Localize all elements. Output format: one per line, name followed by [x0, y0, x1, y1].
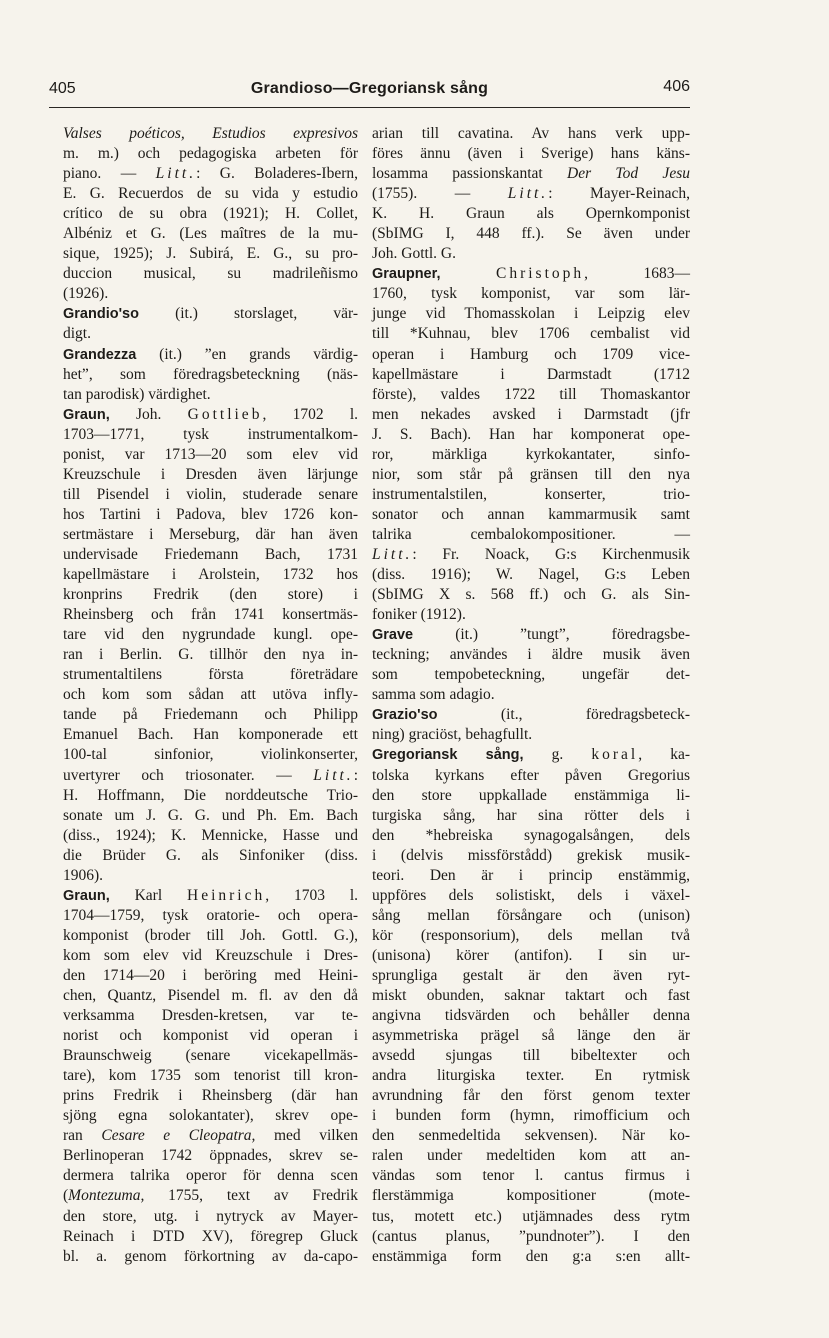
text-run: : [353, 766, 358, 784]
text-run: sonator och annan kammarmusik samt [372, 505, 690, 523]
text-run: tande på Friedemann och Philipp [63, 706, 358, 724]
text-run: (cantus planus, ”pundnoter”). I den [372, 1227, 690, 1245]
text-line [63, 725, 358, 745]
text-line [63, 525, 358, 545]
text-run: Emanuel Bach. Han komponerade ett [63, 726, 358, 744]
text-line [63, 685, 358, 705]
text-line [372, 385, 690, 405]
text-run: talrika cembalokompositioner. — [372, 525, 690, 543]
text-line [372, 485, 690, 505]
text-run [441, 265, 496, 282]
text-line [63, 986, 358, 1006]
text-line [372, 745, 690, 765]
text-line [63, 826, 358, 846]
text-run: , 1703 l. [265, 886, 359, 904]
text-run: Valses poéticos, Estudios expresivos [63, 125, 358, 142]
text-line [63, 906, 358, 926]
page-number-right: 406 [663, 78, 690, 95]
text-line [372, 1106, 690, 1126]
text-line [63, 345, 358, 365]
text-line [372, 1006, 690, 1026]
text-run: tare), kom 1735 som tenorist till kron- [63, 1067, 358, 1085]
text-run: sique, 1925); J. Subirá, E. G., su pro- [63, 245, 358, 263]
text-line [63, 886, 358, 906]
text-run: Joh. Gottl. G. [372, 245, 456, 263]
text-run: piano. — [63, 165, 156, 183]
text-run: till Pisendel i violin, studerade senare [63, 485, 358, 503]
text-run: avrundning får den först genom texter [372, 1087, 690, 1105]
text-run: och kom som sådan att utöva infly- [63, 686, 358, 704]
text-run: tare vid den nygrundade kungl. ope- [63, 626, 358, 644]
text-line [63, 1126, 358, 1146]
text-run: ( [63, 1187, 69, 1205]
text-run: kom som elev vid Kreuzschule i Dres- [63, 946, 358, 964]
entry-headword: Grandezza [63, 346, 137, 363]
text-run: , 1683— [584, 265, 690, 283]
text-line [372, 425, 690, 445]
text-run: koral [591, 746, 639, 764]
text-run: Litt. [507, 185, 549, 203]
text-line [372, 204, 690, 224]
text-run: chen, Quantz, Pisendel m. fl. av den då [63, 987, 358, 1005]
text-run: teckning; användes i äldre musik även [372, 646, 690, 664]
text-line [372, 124, 690, 144]
text-line [63, 465, 358, 485]
text-line [63, 445, 358, 465]
text-run: den 1714—20 i beröring med Heini- [63, 966, 358, 984]
text-run: kapellmästare i Arolstein, 1732 hos [63, 566, 358, 584]
text-line [372, 1086, 690, 1106]
text-line [63, 585, 358, 605]
text-run: tan parodisk) värdighet. [63, 385, 211, 403]
text-run: junge vid Thomasskolan i Leipzig elev [372, 305, 690, 323]
text-line [63, 705, 358, 725]
text-line [372, 1126, 690, 1146]
text-line [372, 866, 690, 886]
text-line [372, 1207, 690, 1227]
text-run: m. m.) och pedagogiska arbeten för [63, 145, 358, 163]
text-run: duccion musical, su madrileñismo [63, 265, 358, 283]
text-run: tus, motett etc.) utjämnades dess rytm [372, 1207, 690, 1225]
running-title: Grandioso—Gregoriansk sång [250, 80, 489, 97]
text-line [372, 405, 690, 425]
text-run: tolska kyrkans efter påven Gregorius [372, 766, 690, 784]
text-line [372, 725, 690, 745]
text-line [372, 645, 690, 665]
text-run: die Brüder G. als Sinfoniker (diss. [63, 846, 358, 864]
text-run: Litt. [372, 545, 413, 563]
text-line [372, 324, 690, 344]
text-line [63, 806, 358, 826]
text-line [372, 565, 690, 585]
text-run: andra liturgiska texter. En rytmisk [372, 1067, 690, 1085]
text-run: vändas som tenor l. cantus firmus i [372, 1167, 690, 1185]
text-run: operan i Hamburg och 1709 vice- [372, 345, 690, 363]
text-line [372, 605, 690, 625]
text-run: Joh. [109, 405, 188, 423]
text-run: (it.) ”tungt”, föredragsbe- [413, 626, 690, 644]
text-line [372, 304, 690, 324]
entry-headword: Grandio'so [63, 306, 139, 323]
text-line [372, 264, 690, 284]
text-line [372, 846, 690, 866]
text-line [63, 204, 358, 224]
text-line [63, 284, 358, 304]
text-run: Braunschweig (senare vicekapellmäs- [63, 1047, 358, 1065]
text-line [63, 665, 358, 685]
entry-headword: Graun, [63, 887, 110, 904]
text-run: K. H. Graun als Opernkomponist [372, 205, 690, 223]
text-run: den store uppkallade enstämmiga li- [372, 786, 690, 804]
text-run: : Fr. Noack, G:s Kirchenmusik [412, 545, 690, 563]
text-run: strumentaltilens första företrädare [63, 666, 358, 684]
text-line [372, 184, 690, 204]
text-line [372, 705, 690, 725]
text-line [372, 826, 690, 846]
text-line [372, 345, 690, 365]
text-run: enstämmiga form den g:a s:en allt- [372, 1247, 690, 1265]
text-run: Cesare e Cleopatra, [101, 1127, 256, 1145]
text-run: den store, utg. i nytryck av Mayer- [63, 1207, 358, 1225]
text-line [372, 1046, 690, 1066]
text-run: (1926). [63, 285, 109, 303]
text-run: kronprins Fredrik (den store) i [63, 586, 358, 604]
text-run: (1755). — [372, 185, 508, 203]
text-line [372, 946, 690, 966]
entry-headword: Gregoriansk sång, [372, 747, 524, 764]
text-line [372, 1227, 690, 1247]
text-line [63, 766, 358, 786]
text-line [63, 605, 358, 625]
text-run: ran i Berlin. G. tillhör den nya in- [63, 646, 358, 664]
text-line [63, 1106, 358, 1126]
text-line [63, 365, 358, 385]
text-line [372, 1146, 690, 1166]
text-line [372, 224, 690, 244]
text-run: ralen under medeltiden kom att an- [372, 1147, 690, 1165]
text-line [63, 405, 358, 425]
text-line [63, 224, 358, 244]
text-run: kör (responsorium), dels mellan två [372, 926, 690, 944]
text-run: sonate um J. G. G. und Ph. Em. Bach [63, 806, 358, 824]
text-run: Gottlieb [187, 405, 263, 423]
text-run: (it.) ”en grands värdig- [136, 345, 358, 363]
text-run: Karl [109, 886, 187, 904]
text-run: H. Hoffmann, Die norddeutsche Trio- [63, 786, 358, 804]
text-run: foniker (1912). [372, 606, 466, 624]
text-line [63, 425, 358, 445]
text-line [63, 625, 358, 645]
text-line [63, 1086, 358, 1106]
text-run: komponist (broder till Joh. Gottl. G.), [63, 926, 358, 944]
text-line [372, 585, 690, 605]
text-line [372, 545, 690, 565]
text-line [63, 1207, 358, 1227]
text-run: Litt. [155, 165, 197, 183]
text-line [63, 1247, 358, 1267]
text-line [372, 445, 690, 465]
text-run: (SbIMG X s. 568 ff.) och G. als Sin- [372, 586, 690, 604]
text-line [372, 144, 690, 164]
text-run: 1760, tysk komponist, var som lär- [372, 285, 690, 303]
text-line [372, 1247, 690, 1267]
text-line [63, 385, 358, 405]
text-line [63, 1046, 358, 1066]
text-line [63, 926, 358, 946]
text-run: 1906). [63, 866, 104, 884]
text-line [63, 866, 358, 886]
text-run: hos Tartini i Padova, blev 1726 kon- [63, 505, 358, 523]
text-run: med vilken [255, 1127, 358, 1145]
text-line [63, 264, 358, 284]
entry-headword: Grazio'so [372, 707, 438, 724]
text-line [63, 304, 358, 324]
text-run: undervisade Friedemann Bach, 1731 [63, 545, 358, 563]
text-run: teori. Den är i princip enstämmig, [372, 866, 690, 884]
text-run: turgiska sång, har sina rötter dels i [372, 806, 690, 824]
text-run: 1703—1771, tysk instrumentalkom- [63, 425, 358, 443]
text-run: förste), valdes 1722 till Thomaskantor [372, 385, 690, 403]
text-run: , ka- [638, 746, 690, 764]
text-line [63, 565, 358, 585]
text-line [372, 365, 690, 385]
text-run: ror, märkliga kyrkokantater, sinfo- [372, 445, 690, 463]
text-line [372, 786, 690, 806]
text-run: ran [63, 1127, 102, 1145]
text-line [63, 745, 358, 765]
text-line [372, 886, 690, 906]
text-line [372, 525, 690, 545]
text-run: Heinrich [187, 886, 266, 904]
text-run: , 1702 l. [262, 405, 358, 423]
running-header [49, 76, 690, 104]
text-line [372, 926, 690, 946]
text-line [372, 1166, 690, 1186]
text-run: föres ännu (även i Sverige) hans käns- [372, 145, 690, 163]
entry-headword: Graun, [63, 406, 110, 423]
text-run: nior, som står på gränsen till den nya [372, 465, 690, 483]
text-run: samma som adagio. [372, 686, 495, 704]
text-line [372, 244, 690, 264]
text-line [63, 1066, 358, 1086]
text-run: (diss. 1916); W. Nagel, G:s Leben [372, 566, 690, 584]
text-run: kapellmästare i Darmstadt (1712 [372, 365, 690, 383]
text-run: verksamma Dresden-kretsen, var te- [63, 1007, 358, 1025]
text-line [63, 645, 358, 665]
text-run: sång mellan försångare och (unison) [372, 906, 690, 924]
text-run: prins Fredrik i Rheinsberg (där han [63, 1087, 358, 1105]
text-run: Berlinoperan 1742 öppnades, skrev se- [63, 1147, 358, 1165]
text-line [63, 1026, 358, 1046]
text-line [372, 164, 690, 184]
page-number-left: 405 [49, 80, 76, 97]
text-line [372, 665, 690, 685]
text-line [372, 685, 690, 705]
text-run: sertmästare i Merseburg, där han även [63, 525, 358, 543]
text-run: digt. [63, 325, 91, 343]
text-run: till *Kuhnau, blev 1706 cembalist vid [372, 325, 690, 343]
text-run: Reinach i DTD XV), föregrep Gluck [63, 1227, 358, 1245]
text-run: avsedd sjungas till bibeltexter och [372, 1047, 690, 1065]
text-line [63, 946, 358, 966]
text-run: ponist, var 1713—20 som elev vid [63, 445, 358, 463]
entry-headword: Graupner, [372, 266, 441, 283]
text-line [63, 1006, 358, 1026]
text-run: men nekades avsked i Darmstadt (jfr [372, 405, 690, 423]
text-run: E. G. Recuerdos de su vida y estudio [63, 185, 358, 203]
text-run: crítico de su obra (1921); H. Collet, [63, 205, 358, 223]
text-line [372, 625, 690, 645]
text-run: Montezuma, [68, 1187, 145, 1205]
text-run: (it.) storslaget, vär- [138, 305, 358, 323]
text-run: den senmedeltida sekvensen). När ko- [372, 1127, 690, 1145]
text-line [372, 284, 690, 304]
text-line [63, 505, 358, 525]
text-run: uvertyrer och triosonater. — [63, 766, 314, 784]
text-run: : G. Boladeres-Ibern, [196, 165, 359, 183]
text-run: 1755, text av Fredrik [144, 1187, 358, 1205]
text-run: som tempobeteckning, ungefär det- [372, 666, 690, 684]
text-run: 1704—1759, tysk oratorie- och opera- [63, 906, 358, 924]
text-run: Der Tod Jesu [567, 165, 690, 183]
text-run: Kreuzschule i Dresden även lärjunge [63, 465, 358, 483]
text-line [63, 1186, 358, 1206]
text-run: 100-tal sinfonior, violinkonserter, [63, 746, 358, 764]
text-run: sprungliga gestalt är den även ryt- [372, 966, 690, 984]
text-line [63, 786, 358, 806]
text-line [63, 545, 358, 565]
text-line [372, 806, 690, 826]
text-line [63, 164, 358, 184]
text-line [63, 1166, 358, 1186]
text-run: arian till cavatina. Av hans verk upp- [372, 125, 690, 142]
text-run: i bunden form (hymn, rimofficium och [372, 1107, 690, 1125]
text-run: het”, som föredragsbeteckning (näs- [63, 365, 358, 383]
text-run: (SbIMG I, 448 ff.). Se även under [372, 225, 690, 243]
text-line [63, 124, 358, 144]
text-run: losamma passionskantat [372, 165, 567, 183]
text-run: miskt obunden, saknar taktart och fast [372, 987, 690, 1005]
text-line [63, 144, 358, 164]
text-line [63, 184, 358, 204]
text-run: flerstämmiga kompositioner (mote- [372, 1187, 690, 1205]
text-run: Rheinsberg och från 1741 konsertmäs- [63, 606, 358, 624]
text-run: norist och komponist vid operan i [63, 1027, 358, 1045]
text-line [372, 1186, 690, 1206]
text-run: i (delvis missförstådd) grekisk musik- [372, 846, 690, 864]
text-line [372, 505, 690, 525]
header-rule [49, 107, 690, 108]
text-run: (diss., 1924); K. Mennicke, Hasse und [63, 826, 358, 844]
text-line [372, 1066, 690, 1086]
text-run: asymmetriska prägel så länge den är [372, 1027, 690, 1045]
text-run: sjöng egna solokantater), skrev ope- [63, 1107, 358, 1125]
text-run: bl. a. genom förkortning av da-capo- [63, 1247, 358, 1265]
text-line [63, 324, 358, 344]
text-run: (unisona) körer (antifon). I sin ur- [372, 946, 690, 964]
text-run: g. [523, 746, 592, 764]
text-line [63, 1146, 358, 1166]
text-line [372, 986, 690, 1006]
text-run: (it., föredragsbeteck- [437, 706, 690, 724]
text-line [63, 1227, 358, 1247]
text-line [372, 1026, 690, 1046]
text-run: Litt. [313, 766, 354, 784]
text-run: uppföres dels solistiskt, dels i växel- [372, 886, 690, 904]
left-column [63, 124, 358, 1267]
text-run: Christoph [495, 265, 585, 283]
text-line [63, 966, 358, 986]
entry-headword: Grave [372, 627, 414, 644]
text-run: dermera talrika operor för denna scen [63, 1167, 358, 1185]
text-run: Albéniz et G. (Les maîtres de la mu- [63, 225, 358, 243]
text-line [63, 485, 358, 505]
text-run: angivna tidsvärden och behåller denna [372, 1007, 690, 1025]
text-line [372, 465, 690, 485]
text-line [372, 966, 690, 986]
right-column [372, 124, 690, 1267]
text-line [372, 906, 690, 926]
text-line [63, 244, 358, 264]
text-line [372, 766, 690, 786]
text-run: J. S. Bach). Han har komponerat ope- [372, 425, 690, 443]
text-line [63, 846, 358, 866]
text-run: den *hebreiska synagogalsången, dels [372, 826, 690, 844]
text-run: : Mayer-Reinach, [548, 185, 690, 203]
text-run: instrumentalstilen, konserter, trio- [372, 485, 690, 503]
text-run: ning) graciöst, behagfullt. [372, 726, 533, 744]
